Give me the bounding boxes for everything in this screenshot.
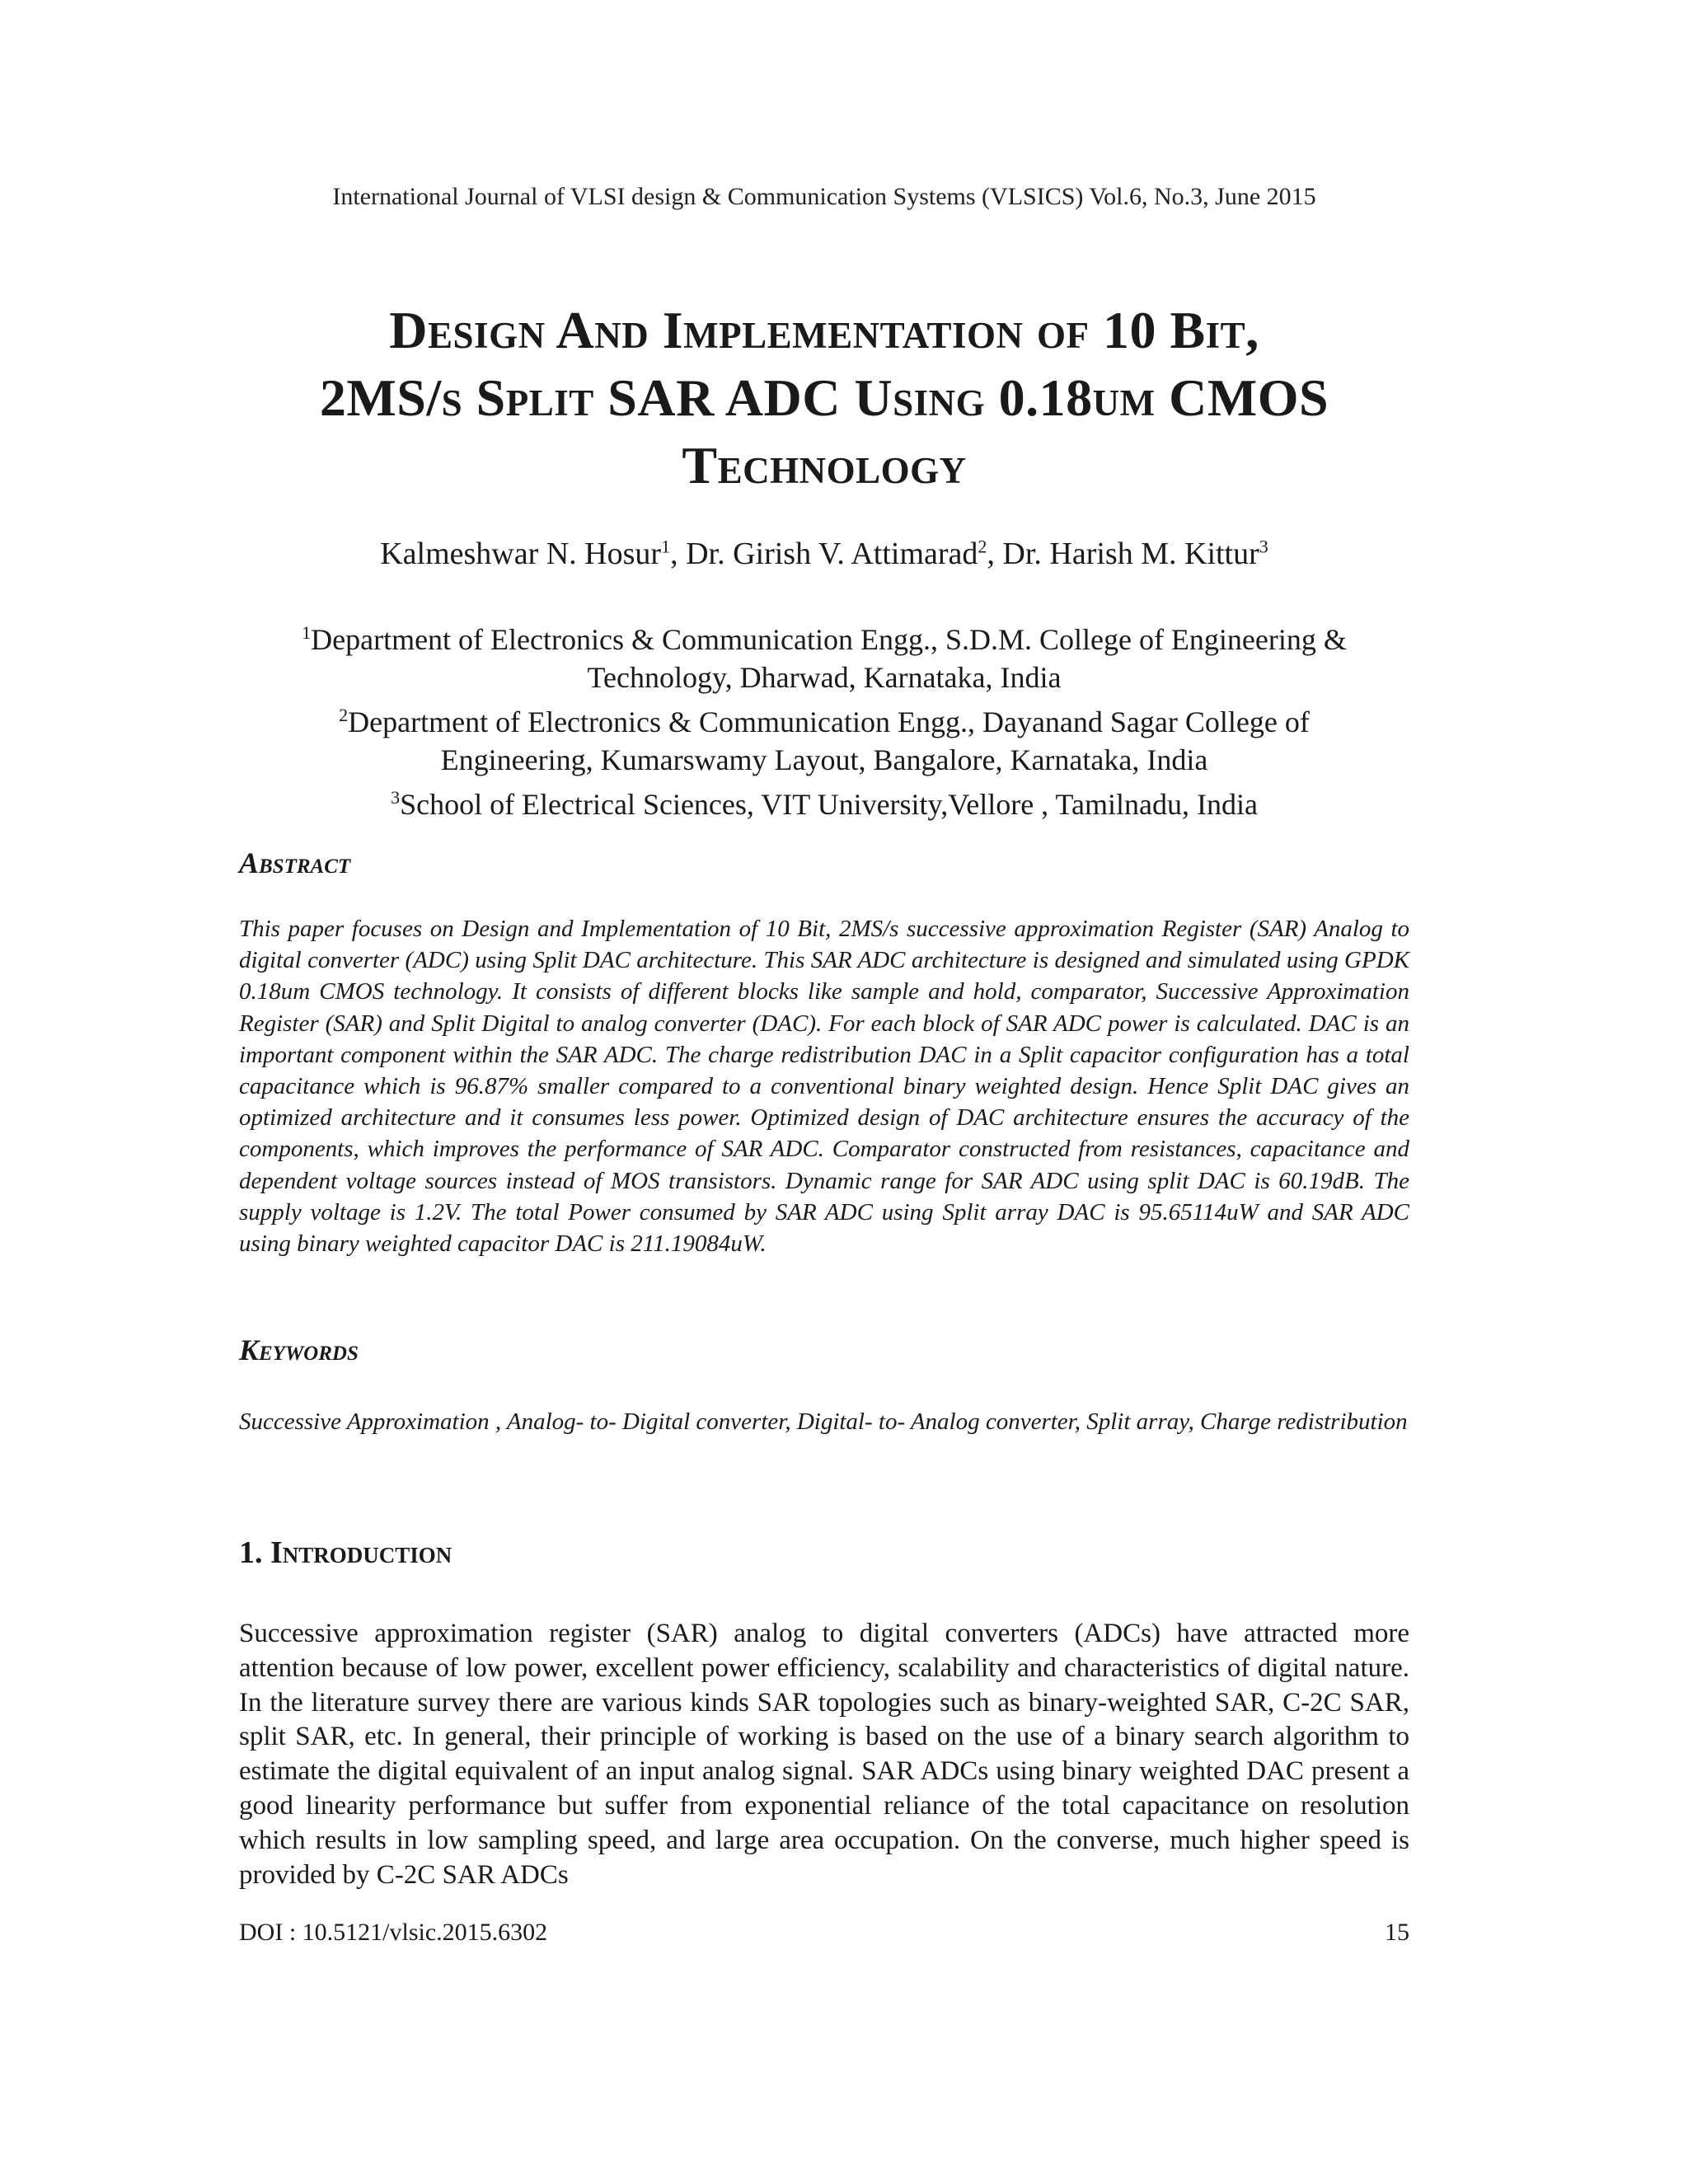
author-affiliation-marker: 1 — [661, 536, 671, 557]
introduction-heading: 1. Introduction — [239, 1535, 452, 1570]
title-line-1: Design And Implementation of 10 Bit, — [389, 301, 1259, 359]
author-list — [0, 536, 1648, 572]
keywords-heading: Keywords — [239, 1333, 359, 1366]
affiliation-text: Department of Electronics & Communication Engg., S.D.M. College of Engineering & — [311, 623, 1347, 656]
journal-header: International Journal of VLSI design & Communication Systems (VLSICS) Vol.6, No.3, June 2015 — [332, 183, 1316, 210]
author-separator: , — [670, 537, 687, 571]
affiliation-line: Engineering, Kumarswamy Layout, Bangalore, Karnataka, India — [440, 743, 1208, 776]
title-line-2: 2MS/s Split SAR ADC Using 0.18um CMOS — [319, 368, 1329, 427]
abstract-heading: Abstract — [239, 846, 351, 879]
author-name: Kalmeshwar N. Hosur — [380, 537, 662, 571]
affiliation-line — [198, 614, 1451, 658]
introduction-body: Successive approximation register (SAR) analog to digital converters (ADCs) have attracted more attention because of low power, excellent power efficiency, scalability and characteristics of digital nature. In the literature survey there are various kinds SAR topologies such as binary-weighted SAR, C-2C SAR, split SAR, etc. In general, their principle of working is based on the use of a binary search algorithm to estimate the digital equivalent of an input analog signal. SAR ADCs using binary weighted DAC present a good linearity performance but suffer from exponential reliance of the total capacitance on resolution which results in low sampling speed, and large area occupation. On the converse, much higher speed is provided by C-2C SAR ADCs — [239, 1619, 1409, 1890]
keywords-body: Successive Approximation , Analog- to- Digital converter, Digital- to- Analog converter, Split array, Charge redistribution — [239, 1408, 1408, 1435]
title-line-3: Technology — [682, 436, 967, 494]
abstract-body: This paper focuses on Design and Implementation of 10 Bit, 2MS/s successive approximation Register (SAR) Analog to digital converter (ADC) using Split DAC architecture. This SAR ADC architecture is designed and simulated using GPDK 0.18um CMOS technology. It consists of different blocks like sample and hold, comparator, Successive Approximation Register (SAR) and Split Digital to analog converter (DAC). For each block of SAR ADC power is calculated. DAC is an important component within the SAR ADC. The charge redistribution DAC in a Split capacitor configuration has a total capacitance which is 96.87% smaller compared to a conventional binary weighted design. Hence Split DAC gives an optimized architecture and it consumes less power. Optimized design of DAC architecture ensures the accuracy of the components, which improves the performance of SAR ADC. Comparator constructed from resistances, capacitance and dependent voltage sources instead of MOS transistors. Dynamic range for SAR ADC using split DAC is 60.19dB. The supply voltage is 1.2V. The total Power consumed by SAR ADC using Split array DAC is 95.65114uW and SAR ADC using binary weighted capacitor DAC is 211.19084uW. — [239, 916, 1409, 1258]
affiliation-line — [198, 779, 1451, 823]
affiliation-line: Technology, Dharwad, Karnataka, India — [587, 661, 1062, 694]
affiliation-line — [198, 696, 1451, 741]
author-affiliation-marker: 3 — [1259, 536, 1268, 557]
author-name: Dr. Harish M. Kittur — [1002, 537, 1259, 571]
author-name: Dr. Girish V. Attimarad — [686, 537, 978, 571]
author-separator: , — [987, 537, 1003, 571]
affiliation-text: Department of Electronics & Communication Engg., Dayanand Sagar College of — [348, 705, 1310, 738]
affiliation-text: School of Electrical Sciences, VIT University,Vellore , Tamilnadu, India — [400, 788, 1258, 821]
paper-title — [198, 297, 1451, 499]
affiliation-marker: 3 — [391, 787, 401, 808]
affiliation-list — [198, 614, 1451, 823]
author-affiliation-marker: 2 — [978, 536, 987, 557]
affiliation-marker: 1 — [302, 622, 312, 643]
affiliation-marker: 2 — [339, 705, 349, 725]
page-number: 15 — [1385, 1919, 1409, 1946]
doi-footer: DOI : 10.5121/vlsic.2015.6302 — [239, 1919, 548, 1946]
